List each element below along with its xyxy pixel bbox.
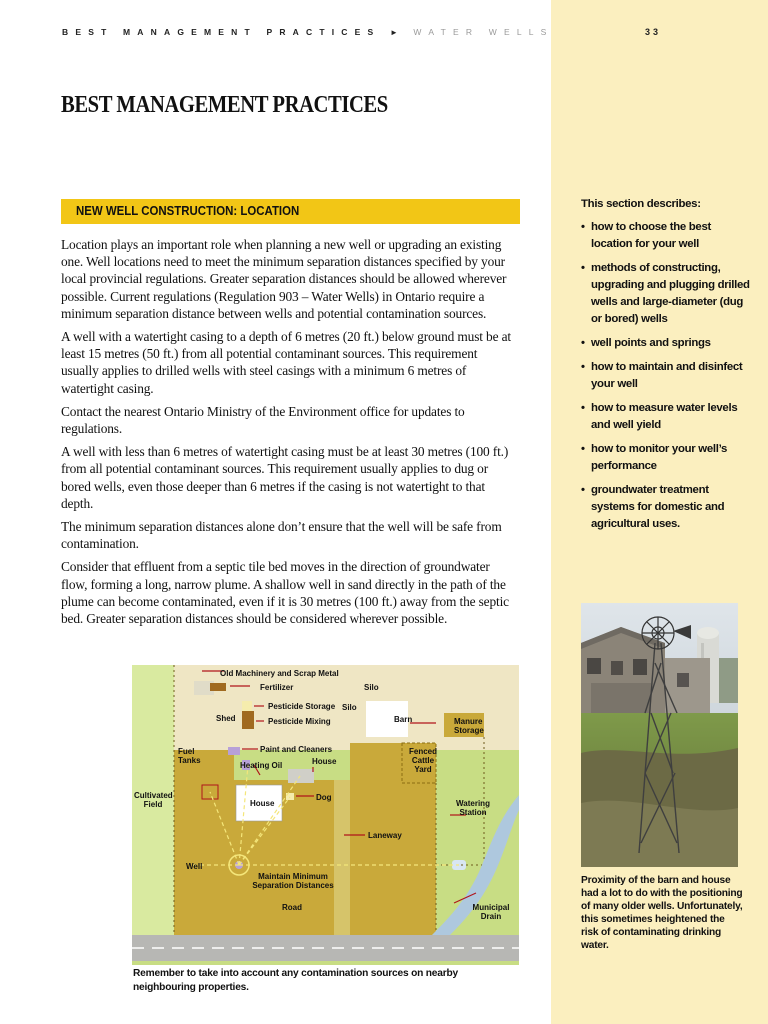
- label-dog: Dog: [316, 793, 332, 802]
- section-heading-band: [61, 199, 520, 224]
- list-item: • how to maintain and disinfect your well: [581, 359, 751, 393]
- diagram-caption: Remember to take into account any contamination sources on nearby neighbouring properties.: [133, 968, 458, 993]
- photo-caption: Proximity of the barn and house had a lot to do with the positioning of many older wells. Unfortunately, this sometimes heightened the risk of contaminating drinking water.: [581, 875, 743, 951]
- label-road: Road: [282, 903, 302, 912]
- label-watering-station: Watering Station: [456, 799, 490, 817]
- barn-windmill-photo: [581, 603, 738, 867]
- running-head-title: BEST MANAGEMENT PRACTICES: [62, 27, 381, 37]
- list-item: • how to choose the best location for your well: [581, 219, 751, 253]
- body-text: [61, 236, 516, 633]
- label-municipal-drain: Municipal Drain: [472, 903, 510, 921]
- sidebar-intro: This section describes:: [581, 198, 701, 210]
- label-pesticide-storage: Pesticide Storage: [268, 702, 336, 711]
- list-item: • methods of constructing, upgrading and plugging drilled wells and large-diameter (dug or bored) wells: [581, 260, 751, 328]
- label-maintain-distances: Maintain Minimum Separation Distances: [252, 872, 334, 890]
- label-barn: Barn: [394, 715, 413, 724]
- paragraph: Consider that effluent from a septic tile bed moves in the direction of groundwater flow, forming a long, narrow plume. A shallow well in sand directly in the path of the plume can become contaminated, even if it is 30 metres (100 ft.) away from the septic bed. Greater separation distances should be considered wherever possible.: [61, 559, 509, 627]
- running-head-subtitle: WATER WELLS: [413, 27, 554, 37]
- sidebar-list: [581, 219, 751, 533]
- label-paint-cleaners: Paint and Cleaners: [260, 745, 333, 754]
- list-item: • how to measure water levels and well yield: [581, 400, 751, 434]
- paragraph: A well with less than 6 metres of watertight casing must be at least 30 metres (100 ft.) from all potential contaminant sources. This requirement usually applies to dug or bored wells, even those deeper than 6 metres if the casing is not watertight to that depth.: [61, 444, 509, 511]
- label-shed: Shed: [216, 714, 236, 723]
- list-item: • groundwater treatment systems for domestic and agricultural uses.: [581, 482, 751, 533]
- farm-layout-diagram: [132, 665, 519, 965]
- label-cultivated-field: Cultivated Field: [134, 791, 173, 809]
- label-old-machinery: Old Machinery and Scrap Metal: [220, 669, 339, 678]
- label-fenced-cattle-yard: Fenced Cattle Yard: [408, 747, 437, 774]
- label-laneway: Laneway: [368, 831, 402, 840]
- barn-windmill-illustration: [581, 603, 738, 867]
- list-item: • how to monitor your well’s performance: [581, 441, 751, 475]
- paragraph: The minimum separation distances alone don’t ensure that the well will be safe from contamination.: [61, 519, 502, 552]
- section-heading: NEW WELL CONSTRUCTION: LOCATION: [76, 203, 300, 218]
- running-head-arrow-icon: ►: [389, 28, 398, 37]
- label-heating-oil: Heating Oil: [240, 761, 283, 770]
- list-item: • well points and springs: [581, 335, 751, 352]
- section-summary-sidebar: [581, 196, 751, 540]
- label-silo: Silo: [342, 703, 357, 712]
- paragraph: Location plays an important role when planning a new well or upgrading an existing one. Well locations need to meet the minimum separation distances specified by your local provincial regulations. Greater separation distances should be allowed wherever possible. Current regulations (Regulation 903 – Water Wells) in Ontario require a minimum separation distance between wells and potential contamination sources.: [61, 237, 507, 321]
- label-fertilizer: Fertilizer: [260, 683, 294, 692]
- label-pesticide-mixing: Pesticide Mixing: [268, 717, 331, 726]
- paragraph: Contact the nearest Ontario Ministry of the Environment office for updates to regulations.: [61, 403, 465, 437]
- page-number: 33: [645, 27, 662, 37]
- label-house: House: [250, 799, 275, 808]
- label-fuel-tanks: Fuel Tanks: [178, 747, 201, 765]
- label-silo-top: Silo: [364, 683, 379, 692]
- running-head: [62, 27, 554, 37]
- page-title: BEST MANAGEMENT PRACTICES: [61, 92, 388, 118]
- label-manure-storage: Manure Storage: [454, 717, 484, 735]
- label-house-top: House: [312, 757, 337, 766]
- label-well: Well: [186, 862, 203, 871]
- paragraph: A well with a watertight casing to a depth of 6 metres (20 ft.) below ground must be at least 15 metres (50 ft.) from all potential contaminant sources. This requirement usually applies to drilled wells with steel casings with a minimum 6 metres of watertight casing.: [61, 329, 511, 396]
